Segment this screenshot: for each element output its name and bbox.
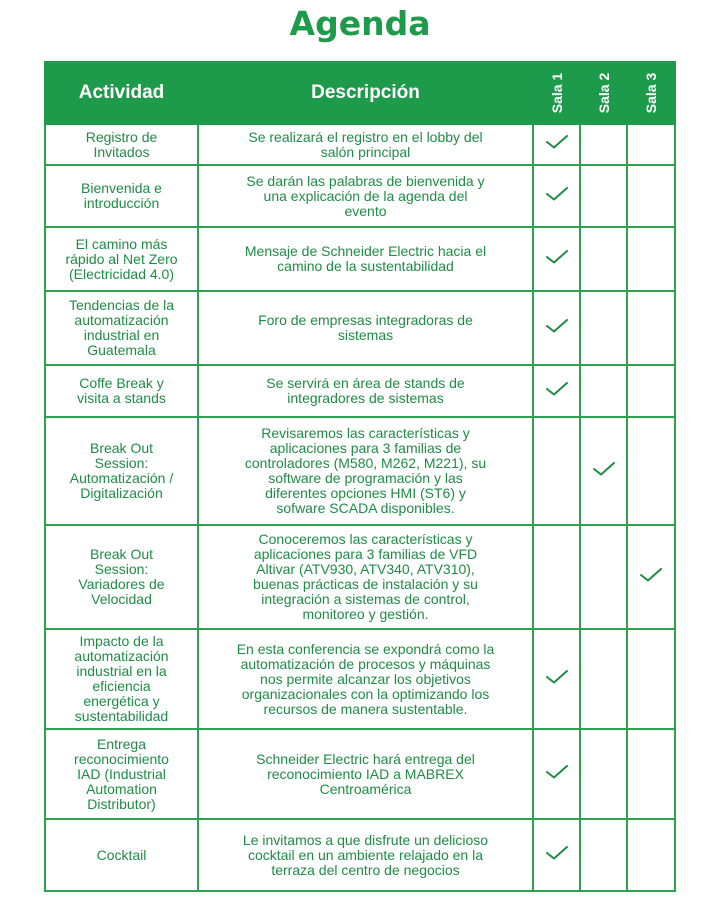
activity-cell: Registro de Invitados	[45, 124, 198, 165]
sala-1-cell	[533, 124, 580, 165]
activity-cell: El camino más rápido al Net Zero (Electricidad 4.0)	[45, 227, 198, 291]
activity-cell: Break Out Session: Variadores de Velocidad	[45, 525, 198, 629]
sala-3-cell	[627, 417, 675, 525]
header-sala-3-label: Sala 3	[643, 72, 659, 114]
check-icon	[640, 568, 662, 582]
description-cell: Mensaje de Schneider Electric hacia el camino de la sustentabilidad	[198, 227, 533, 291]
description-cell: Foro de empresas integradoras de sistemas	[198, 291, 533, 365]
table-row	[45, 365, 675, 417]
sala-3-cell	[627, 365, 675, 417]
description-cell: Revisaremos las características y aplicaciones para 3 familias de controladores (M580, M262, M221), su software de programación y las diferentes opciones HMI (ST6) y sofware SCADA disponibles.	[198, 417, 533, 525]
header-sala-3	[627, 62, 675, 124]
activity-cell: Coffe Break y visita a stands	[45, 365, 198, 417]
sala-1-cell	[533, 729, 580, 819]
sala-2-cell	[580, 819, 627, 891]
table-row	[45, 417, 675, 525]
sala-1-cell	[533, 417, 580, 525]
description-cell: Se darán las palabras de bienvenida y una explicación de la agenda del evento	[198, 165, 533, 227]
check-icon	[593, 462, 615, 476]
check-icon	[546, 382, 568, 396]
sala-2-cell	[580, 165, 627, 227]
sala-3-cell	[627, 227, 675, 291]
sala-2-cell	[580, 124, 627, 165]
activity-cell: Entrega reconocimiento IAD (Industrial Automation Distributor)	[45, 729, 198, 819]
activity-cell: Cocktail	[45, 819, 198, 891]
sala-1-cell	[533, 165, 580, 227]
sala-2-cell	[580, 291, 627, 365]
table-row	[45, 291, 675, 365]
check-icon	[546, 187, 568, 201]
table-row	[45, 819, 675, 891]
sala-2-cell	[580, 729, 627, 819]
sala-3-cell	[627, 525, 675, 629]
description-cell: En esta conferencia se expondrá como la automatización de procesos y máquinas nos permite alcanzar los objetivos organizacionales con la optimizando los recursos de manera sustentable.	[198, 629, 533, 729]
sala-1-cell	[533, 525, 580, 629]
table-row	[45, 165, 675, 227]
sala-1-cell	[533, 629, 580, 729]
sala-1-cell	[533, 227, 580, 291]
check-icon	[546, 670, 568, 684]
check-icon	[546, 765, 568, 779]
table-row	[45, 525, 675, 629]
header-sala-1	[533, 62, 580, 124]
description-cell: Schneider Electric hará entrega del reconocimiento IAD a MABREX Centroamérica	[198, 729, 533, 819]
sala-2-cell	[580, 525, 627, 629]
description-cell: Se servirá en área de stands de integradores de sistemas	[198, 365, 533, 417]
header-sala-2	[580, 62, 627, 124]
check-icon	[546, 250, 568, 264]
table-row	[45, 729, 675, 819]
activity-cell: Impacto de la automatización industrial en la eficiencia energética y sustentabilidad	[45, 629, 198, 729]
sala-1-cell	[533, 819, 580, 891]
description-cell: Se realizará el registro en el lobby del salón principal	[198, 124, 533, 165]
table-row	[45, 124, 675, 165]
sala-3-cell	[627, 629, 675, 729]
check-icon	[546, 319, 568, 333]
sala-2-cell	[580, 365, 627, 417]
header-description: Descripción	[198, 62, 533, 124]
description-cell: Conoceremos las características y aplicaciones para 3 familias de VFD Altivar (ATV930, ATV340, ATV310), buenas prácticas de instalación y su integración a sistemas de control, monitoreo y gestión.	[198, 525, 533, 629]
table-row	[45, 629, 675, 729]
sala-1-cell	[533, 291, 580, 365]
sala-3-cell	[627, 124, 675, 165]
table-row	[45, 227, 675, 291]
sala-2-cell	[580, 227, 627, 291]
page-title: Agenda	[289, 4, 431, 43]
sala-2-cell	[580, 417, 627, 525]
activity-cell: Tendencias de la automatización industrial en Guatemala	[45, 291, 198, 365]
agenda-body	[45, 124, 675, 891]
activity-cell: Bienvenida e introducción	[45, 165, 198, 227]
header-activity: Actividad	[45, 62, 198, 124]
agenda-table	[44, 61, 676, 892]
sala-3-cell	[627, 729, 675, 819]
sala-3-cell	[627, 819, 675, 891]
sala-1-cell	[533, 365, 580, 417]
check-icon	[546, 135, 568, 149]
activity-cell: Break Out Session: Automatización / Digitalización	[45, 417, 198, 525]
header-sala-2-label: Sala 2	[595, 72, 612, 114]
header-sala-1-label: Sala 1	[548, 72, 565, 114]
sala-2-cell	[580, 629, 627, 729]
sala-3-cell	[627, 165, 675, 227]
check-icon	[546, 846, 568, 860]
description-cell: Le invitamos a que disfrute un delicioso cocktail en un ambiente relajado en la terraza del centro de negocios	[198, 819, 533, 891]
header-row	[45, 62, 675, 124]
sala-3-cell	[627, 291, 675, 365]
